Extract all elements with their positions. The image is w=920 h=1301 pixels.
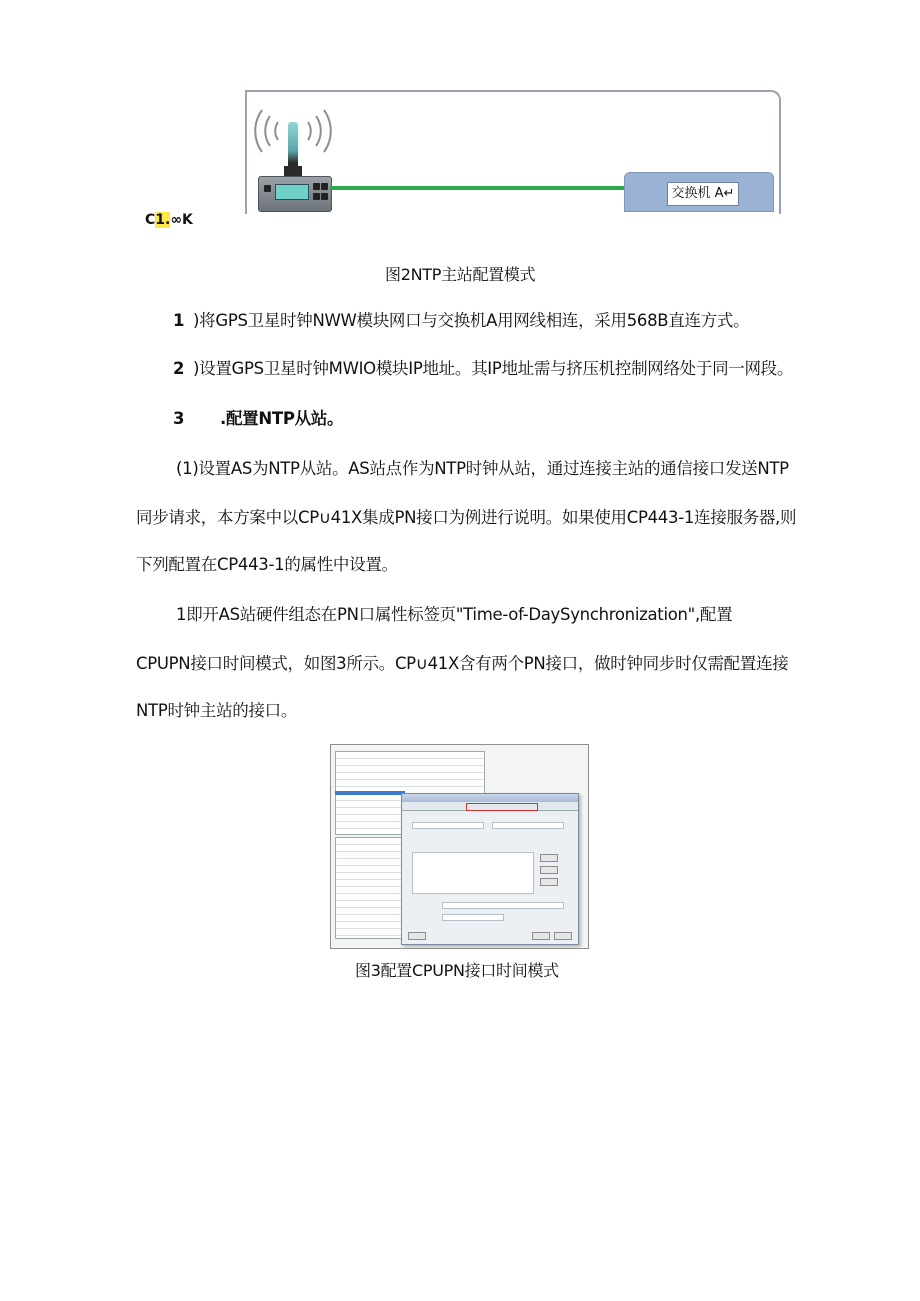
step-1-text: )将GPS卫星时钟NWW模块网口与交换机A用网线相连，采用568B直连方式。 (193, 311, 750, 330)
dialog-cancel-button (532, 932, 550, 940)
para-2-line-3: NTP时钟主站的接口。 (136, 701, 298, 720)
figure-2-side-note (145, 212, 193, 228)
dialog-title-bar (402, 794, 578, 802)
dialog-field (492, 822, 564, 829)
gps-antenna-icon (288, 122, 298, 170)
side-note-suffix: ∞K (170, 212, 193, 228)
dialog-field (442, 914, 504, 921)
figure-2-caption: 图2NTP主站配置模式 (385, 265, 536, 284)
device-button-icon (321, 193, 328, 200)
gps-clock-device-icon (258, 176, 332, 212)
dialog-remove-button (540, 878, 558, 886)
side-note-highlight: 1. (155, 212, 171, 228)
dialog-ok-button (408, 932, 426, 940)
time-of-day-tab-highlight (466, 803, 538, 811)
step-3-number: 3 (173, 409, 185, 428)
para-1-line-3: 下列配置在CP443-1的属性中设置。 (136, 555, 398, 574)
dialog-help-button (554, 932, 572, 940)
step-2-number: 2 (173, 359, 185, 378)
properties-dialog (401, 793, 579, 945)
step-1-number: 1 (173, 311, 185, 330)
side-note-prefix: C (145, 212, 156, 228)
switch-a-box (624, 172, 774, 212)
para-1-line-1: (1)设置AS为NTP从站。AS站点作为NTP时钟从站，通过连接主站的通信接口发送NTP (176, 459, 789, 478)
para-2-line-2: CPUPN接口时间模式，如图3所示。CP∪41X含有两个PN接口，做时钟同步时仅需配置连接 (136, 654, 789, 673)
device-button-icon (321, 183, 328, 190)
clock-display (275, 184, 309, 200)
para-2-line-1: 1即开AS站硬件组态在PN口属性标签页"Time-of-DaySynchronization",配置 (176, 605, 733, 624)
device-button-icon (313, 183, 320, 190)
network-cable-line (330, 186, 625, 190)
step-2-text: )设置GPS卫星时钟MWIO模块IP地址。其IP地址需与挤压机控制网络处于同一网段。 (193, 359, 794, 378)
figure-3-screenshot (330, 744, 589, 949)
device-button-icon (264, 185, 271, 192)
dialog-field (412, 822, 484, 829)
ntp-server-list (412, 852, 534, 894)
para-1-line-2: 同步请求，本方案中以CP∪41X集成PN接口为例进行说明。如果使用CP443-1连接服务器,则 (136, 508, 797, 527)
dialog-field (442, 902, 564, 909)
dialog-edit-button (540, 866, 558, 874)
device-button-icon (313, 193, 320, 200)
dialog-add-button (540, 854, 558, 862)
figure-3-caption: 图3配置CPUPN接口时间模式 (355, 961, 559, 980)
step-3-heading: .配置NTP从站。 (220, 409, 344, 428)
switch-a-label: 交换机 A↵ (667, 182, 739, 206)
selected-row-highlight (335, 791, 405, 795)
